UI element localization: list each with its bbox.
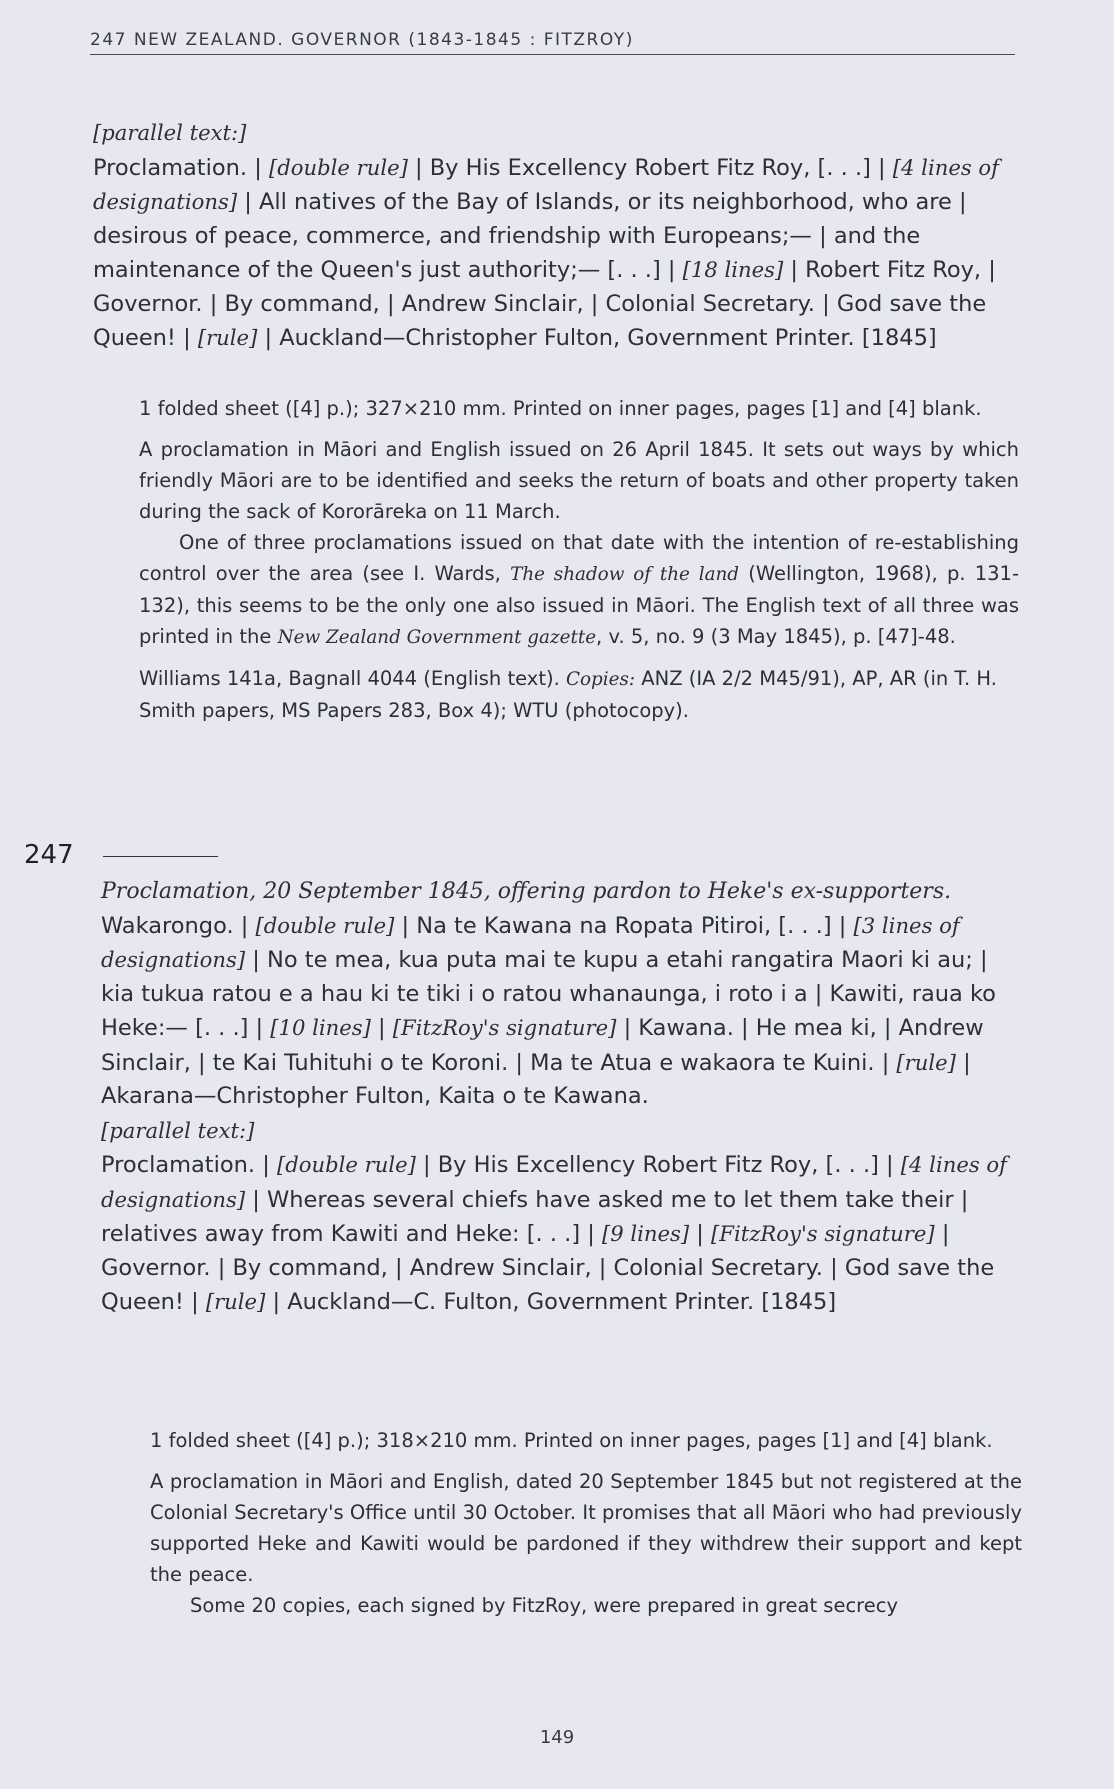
references: Williams 141a, Bagnall 4044 (English text). Copies: ANZ (IA 2/2 M45/91), AP, AR (in T. H. Smith papers, MS Papers 283, Box 4); WTU (photocopy).	[139, 667, 997, 722]
note-paragraph: A proclamation in Māori and English, dated 20 September 1845 but not registered at the Colonial Secretary's Office until 30 October. It promises that all Māori who had previously supported Heke and Kawiti would be pardoned if they withdrew their support and kept the peace.	[150, 1470, 1022, 1586]
entry-246-parallel-text	[93, 116, 1018, 356]
parallel-text-label: [parallel text:]	[101, 1117, 255, 1143]
note-paragraph: One of three proclamations issued on that date with the intention of re-establishing control over the area (see I. Wards, The shadow of the land (Wellington, 1968), p. 131-132), this seems to be the only one also issued in Māori. The English text of all three was printed in the New Zealand Government gazette, v. 5, no. 9 (3 May 1845), p. [47]-48.	[139, 531, 1019, 648]
note-paragraph: A proclamation in Māori and English issued on 26 April 1845. It sets out ways by which friendly Māori are to be identified and seeks the return of boats and other property taken during the sack of Kororāreka on 11 March.	[139, 438, 1019, 523]
entry-247-notes	[150, 1425, 1022, 1621]
entry-rule	[103, 856, 218, 857]
physical-description: 1 folded sheet ([4] p.); 318×210 mm. Printed on inner pages, pages [1] and [4] blank.	[150, 1429, 993, 1452]
maori-transcription: Wakarongo. | [double rule] | Na te Kawana na Ropata Pitiroi, [. . .] | [3 lines of designations] | No te mea, kua puta mai te kupu a etahi rangatira Maori ki au; | kia tukua ratou e a hau ki te tiki i o ratou whanaunga, i roto i a | Kawiti, raua ko Heke:— [. . .] | [10 lines] | [FitzRoy's signature] | Kawana. | He mea ki, | Andrew Sinclair, | te Kai Tuhituhi o te Koroni. | Ma te Atua e wakaora te Kuini. | [rule] | Akarana—Christopher Fulton, Kaita o te Kawana.	[101, 912, 996, 1109]
transcription: Proclamation. | [double rule] | By His Excellency Robert Fitz Roy, [. . .] | [4 lines of designations] | All natives of the Bay of Islands, or its neighborhood, who are | desirous of peace, commerce, and friendship with Europeans;— | and the maintenance of the Queen's just authority;— [. . .] | [18 lines] | Robert Fitz Roy, | Governor. | By command, | Andrew Sinclair, | Colonial Secretary. | God save the Queen! | [rule] | Auckland—Christopher Fulton, Government Printer. [1845]	[93, 154, 999, 351]
physical-description: 1 folded sheet ([4] p.); 327×210 mm. Printed on inner pages, pages [1] and [4] blank.	[139, 397, 982, 420]
note-paragraph: Some 20 copies, each signed by FitzRoy, were prepared in great secrecy	[190, 1594, 899, 1617]
entry-number: 247	[24, 840, 74, 870]
english-transcription: Proclamation. | [double rule] | By His Excellency Robert Fitz Roy, [. . .] | [4 lines of designations] | Whereas several chiefs have asked me to let them take their | relatives away from Kawiti and Heke: [. . .] | [9 lines] | [FitzRoy's signature] | Governor. | By command, | Andrew Sinclair, | Colonial Secretary. | God save the Queen! | [rule] | Auckland—C. Fulton, Government Printer. [1845]	[101, 1152, 1007, 1315]
parallel-text-label: [parallel text:]	[93, 120, 247, 145]
running-head: 247 NEW ZEALAND. GOVERNOR (1843-1845 : FITZROY)	[90, 30, 1015, 55]
entry-title: Proclamation, 20 September 1845, offering pardon to Heke's ex-supporters.	[101, 879, 952, 904]
entry-247-text	[101, 875, 1019, 1320]
entry-246-notes	[139, 393, 1019, 726]
page-number: 149	[539, 1727, 575, 1748]
